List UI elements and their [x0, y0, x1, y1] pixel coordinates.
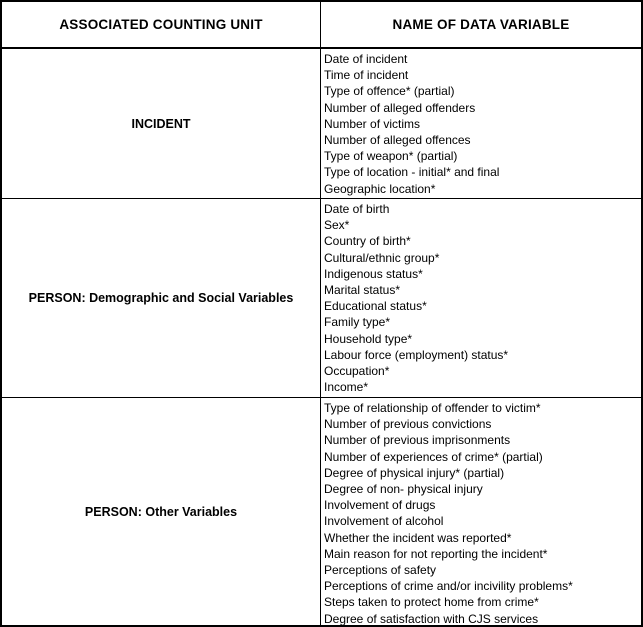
variable-item: Number of alleged offenders	[324, 100, 476, 115]
variable-item: Marital status*	[324, 283, 401, 298]
variable-item: Cultural/ethnic group*	[324, 250, 440, 265]
variable-item: Type of relationship of offender to victim*	[324, 401, 541, 415]
variable-item: Degree of physical injury* (partial)	[324, 465, 505, 480]
variable-item: Steps taken to protect home from crime*	[324, 595, 539, 610]
variable-item: Country of birth*	[324, 234, 411, 249]
variable-item: Degree of satisfaction with CJS services	[324, 611, 539, 626]
unit-label-person-demographic: PERSON: Demographic and Social Variables	[28, 291, 294, 305]
variable-item: Perceptions of safety	[324, 563, 437, 578]
variable-item: Labour force (employment) status*	[324, 347, 509, 362]
variable-item: Time of incident	[324, 68, 409, 83]
variable-item: Number of victims	[324, 116, 421, 131]
variable-item: Occupation*	[324, 364, 390, 379]
unit-cell-person-demographic	[2, 199, 321, 397]
variable-item: Number of alleged offences	[324, 133, 471, 148]
variable-item: Degree of non- physical injury	[324, 482, 483, 497]
variable-item: Number of previous imprisonments	[324, 433, 511, 448]
variables-cell-person-demographic	[321, 199, 641, 397]
variables-cell-incident	[321, 49, 641, 198]
header-associated-counting-unit: ASSOCIATED COUNTING UNIT	[2, 2, 321, 47]
variable-item: Main reason for not reporting the incident*	[324, 546, 548, 561]
variable-item: Number of previous convictions	[324, 417, 492, 432]
table-row-person-other	[2, 398, 641, 627]
variable-item: Income*	[324, 380, 369, 395]
variable-item: Involvement of alcohol	[324, 514, 444, 529]
unit-cell-incident	[2, 49, 321, 198]
variable-item: Indigenous status*	[324, 266, 423, 281]
variable-item: Whether the incident was reported*	[324, 530, 512, 545]
variable-item: Date of birth	[324, 202, 390, 216]
unit-label-person-other: PERSON: Other Variables	[84, 505, 238, 520]
variable-item: Family type*	[324, 315, 391, 330]
unit-cell-person-other	[2, 398, 321, 627]
variable-item: Household type*	[324, 331, 413, 346]
unit-label-incident: INCIDENT	[131, 116, 191, 131]
variable-item: Type of weapon* (partial)	[324, 149, 458, 164]
variable-item: Educational status*	[324, 299, 427, 314]
variable-item: Type of offence* (partial)	[324, 84, 455, 99]
table-row-incident	[2, 49, 641, 199]
variable-item: Perceptions of crime and/or incivility problems*	[324, 579, 573, 594]
variable-item: Number of experiences of crime* (partial)	[324, 449, 543, 464]
variables-cell-person-other	[321, 398, 641, 627]
variable-item: Type of location - initial* and final	[324, 165, 500, 180]
header-name-of-data-variable: NAME OF DATA VARIABLE	[392, 17, 570, 32]
variable-item: Date of incident	[324, 52, 408, 66]
variable-item: Involvement of drugs	[324, 498, 436, 513]
table-row-person-demographic	[2, 199, 641, 398]
table-header-row	[2, 2, 641, 49]
variable-item: Sex*	[324, 218, 350, 233]
variable-item: Geographic location*	[324, 181, 436, 196]
